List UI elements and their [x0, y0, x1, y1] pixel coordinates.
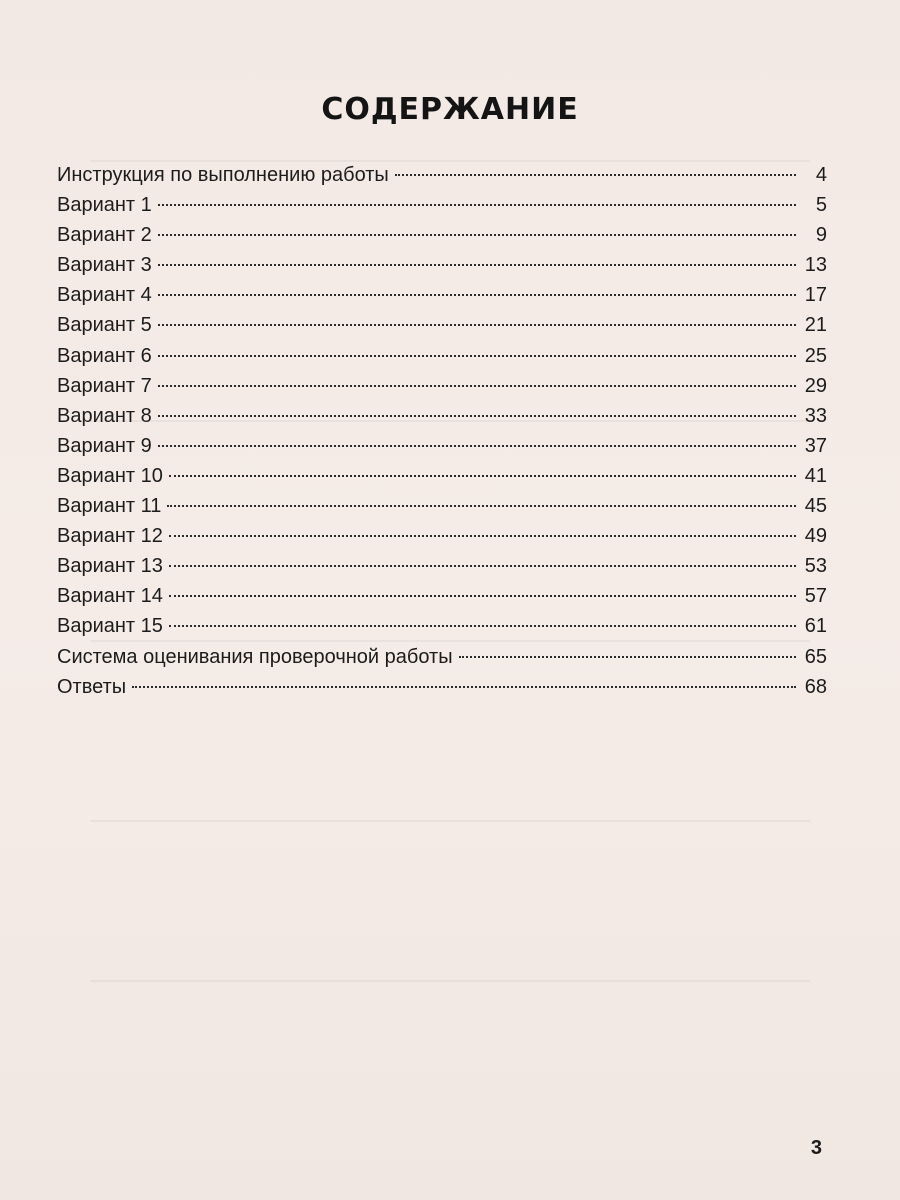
toc-leader-dots [169, 535, 796, 537]
toc-leader-dots [158, 355, 796, 357]
toc-entry [57, 220, 827, 250]
toc-entry-page: 61 [804, 615, 827, 638]
toc-entry [57, 672, 827, 702]
toc-leader-dots [169, 595, 796, 597]
toc-entry [57, 160, 827, 190]
toc-entry-page: 65 [804, 645, 827, 668]
toc-entry [57, 611, 827, 641]
toc-leader-dots [158, 234, 796, 236]
toc-entry-label: Ответы [57, 675, 127, 698]
toc-entry-page: 13 [804, 254, 827, 277]
table-of-contents [57, 160, 827, 702]
toc-leader-dots [167, 505, 796, 507]
toc-entry [57, 371, 827, 401]
toc-entry-label: Вариант 14 [57, 585, 163, 608]
toc-entry-label: Вариант 6 [57, 344, 152, 367]
toc-leader-dots [169, 625, 796, 627]
toc-leader-dots [395, 174, 796, 176]
toc-entry-page: 17 [804, 284, 827, 307]
toc-entry [57, 401, 827, 431]
toc-entry-label: Вариант 11 [57, 495, 162, 518]
toc-entry-page: 45 [804, 495, 827, 518]
toc-leader-dots [169, 475, 796, 477]
toc-leader-dots [132, 686, 796, 688]
toc-leader-dots [158, 294, 796, 296]
toc-entry-page: 37 [804, 434, 827, 457]
toc-entry [57, 310, 827, 340]
toc-leader-dots [158, 415, 796, 417]
toc-entry-label: Вариант 9 [57, 434, 152, 457]
toc-entry [57, 461, 827, 491]
toc-entry [57, 521, 827, 551]
toc-entry [57, 551, 827, 581]
toc-entry-page: 21 [804, 314, 827, 337]
toc-leader-dots [459, 656, 796, 658]
toc-entry-page: 33 [804, 404, 827, 427]
toc-leader-dots [158, 204, 796, 206]
toc-entry-label: Вариант 4 [57, 284, 152, 307]
toc-entry-page: 53 [804, 555, 827, 578]
toc-entry-page: 25 [804, 344, 827, 367]
toc-entry-label: Вариант 15 [57, 615, 163, 638]
toc-entry-page: 68 [804, 675, 827, 698]
toc-leader-dots [158, 324, 796, 326]
toc-entry [57, 190, 827, 220]
bleed-through-line [90, 820, 810, 822]
toc-entry-label: Вариант 3 [57, 254, 152, 277]
toc-entry-label: Вариант 2 [57, 224, 152, 247]
toc-entry-page: 41 [804, 464, 827, 487]
toc-entry-label: Вариант 13 [57, 555, 163, 578]
toc-entry-label: Вариант 7 [57, 374, 152, 397]
toc-entry [57, 280, 827, 310]
toc-entry-label: Вариант 5 [57, 314, 152, 337]
toc-leader-dots [158, 264, 796, 266]
toc-leader-dots [158, 385, 796, 387]
toc-entry-page: 29 [804, 374, 827, 397]
toc-entry-label: Вариант 8 [57, 404, 152, 427]
page-number: 3 [810, 1137, 822, 1159]
toc-entry-page: 57 [804, 585, 827, 608]
toc-entry-page: 5 [815, 194, 827, 217]
toc-entry-label: Вариант 1 [57, 194, 152, 217]
toc-entry-page: 4 [815, 164, 827, 186]
bleed-through-line [90, 980, 810, 982]
page-title: СОДЕРЖАНИЕ [321, 92, 579, 128]
toc-entry-label: Система оценивания проверочной работы [57, 645, 453, 668]
toc-leader-dots [158, 445, 796, 447]
toc-leader-dots [169, 565, 796, 567]
toc-entry-page: 9 [815, 224, 827, 247]
toc-entry [57, 341, 827, 371]
toc-entry-label: Вариант 12 [57, 525, 163, 548]
toc-entry-page: 49 [804, 525, 827, 548]
toc-entry-label: Вариант 10 [57, 464, 163, 487]
toc-entry [57, 250, 827, 280]
toc-entry [57, 431, 827, 461]
toc-entry [57, 491, 827, 521]
toc-entry [57, 581, 827, 611]
toc-entry [57, 642, 827, 672]
toc-entry-label: Инструкция по выполнению работы [57, 164, 389, 186]
